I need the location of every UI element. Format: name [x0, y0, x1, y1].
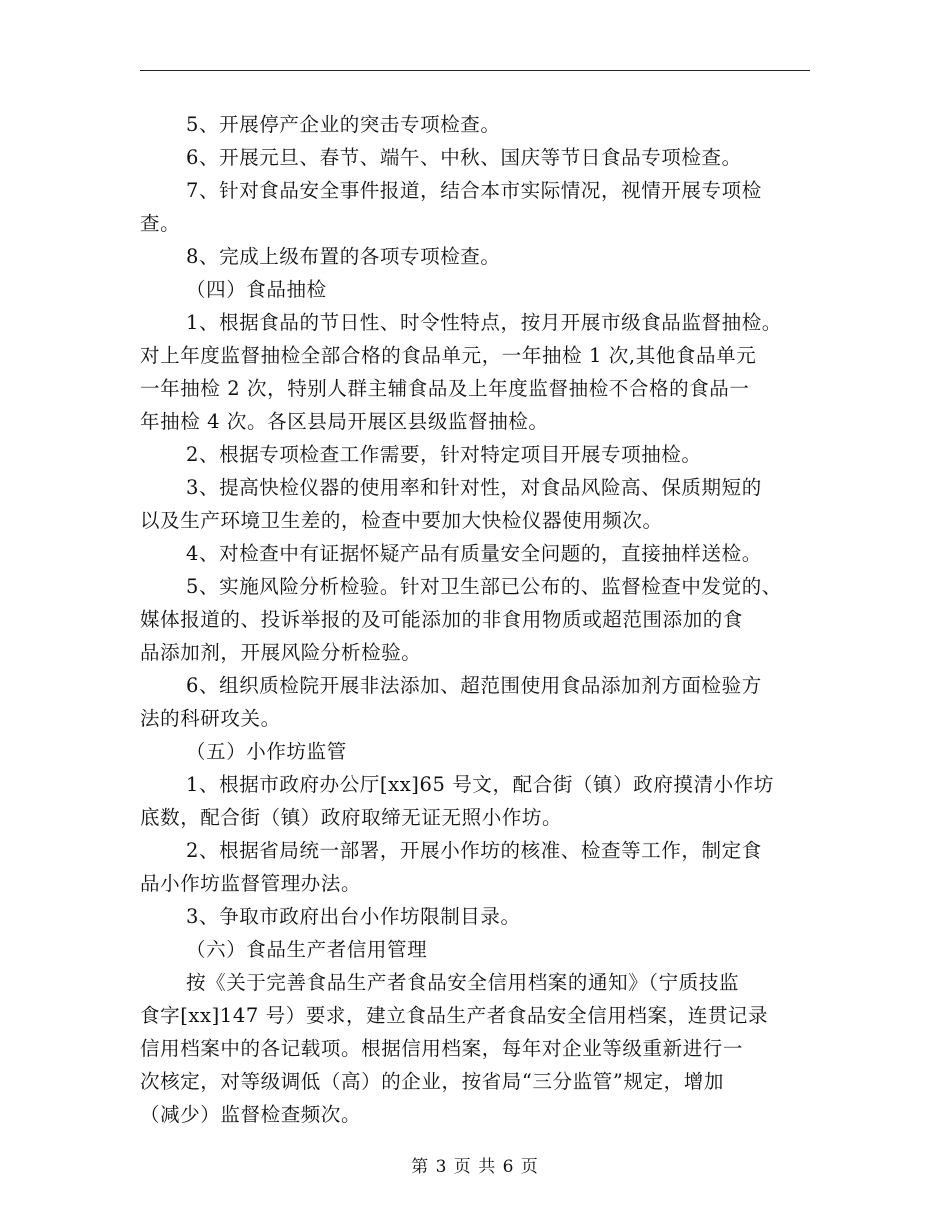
text-line: 品小作坊监督管理办法。	[140, 872, 362, 895]
text-line: 7、针对食品安全事件报道，结合本市实际情况，视情开展专项检	[186, 179, 762, 202]
text-line: （减少）监督检查频次。	[140, 1103, 362, 1126]
page-footer: 第 3 页 共 6 页	[411, 1157, 539, 1177]
text-line: 以及生产环境卫生差的，检查中要加大快检仪器使用频次。	[140, 509, 663, 532]
text-line: 按《关于完善食品生产者食品安全信用档案的通知》（宁质技监	[186, 971, 740, 994]
text-line: 2、根据省局统一部署，开展小作坊的核准、检查等工作，制定食	[186, 839, 762, 862]
text-line: 6、开展元旦、春节、端午、中秋、国庆等节日食品专项检查。	[186, 146, 742, 169]
text-line: 1、根据市政府办公厅[xx]65 号文，配合街（镇）政府摸清小作坊	[186, 773, 774, 796]
header-rule	[140, 70, 810, 71]
text-line: 对上年度监督抽检全部合格的食品单元，一年抽检 1 次,其他食品单元	[140, 344, 757, 367]
text-line: 1、根据食品的节日性、时令性特点，按月开展市级食品监督抽检。	[186, 311, 782, 334]
text-line: 8、完成上级布置的各项专项检查。	[186, 245, 501, 268]
text-line: 3、争取市政府出台小作坊限制目录。	[186, 905, 521, 928]
text-line: 5、实施风险分析检验。针对卫生部已公布的、监督检查中发觉的、	[186, 575, 782, 598]
text-line: 4、对检查中有证据怀疑产品有质量安全问题的，直接抽样送检。	[186, 542, 762, 565]
text-line: 品添加剂，开展风险分析检验。	[140, 641, 422, 664]
text-line: 年抽检 4 次。各区县局开展区县级监督抽检。	[140, 410, 549, 433]
text-line: 底数，配合街（镇）政府取缔无证无照小作坊。	[140, 806, 563, 829]
document-body	[140, 108, 810, 1131]
text-line: 次核定，对等级调低（高）的企业，按省局“三分监管”规定，增加	[140, 1070, 724, 1093]
text-line: 查。	[140, 212, 181, 235]
text-line: 3、提高快检仪器的使用率和针对性，对食品风险高、保质期短的	[186, 476, 762, 499]
text-line: 媒体报道的、投诉举报的及可能添加的非食用物质或超范围添加的食	[140, 608, 744, 631]
text-line: （四）食品抽检	[186, 278, 327, 301]
text-line: 法的科研攻关。	[140, 707, 281, 730]
text-line: 2、根据专项检查工作需要，针对特定项目开展专项抽检。	[186, 443, 702, 466]
text-line: 信用档案中的各记载项。根据信用档案，每年对企业等级重新进行一	[140, 1037, 744, 1060]
text-line: （五）小作坊监管	[186, 740, 347, 763]
text-line: （六）食品生产者信用管理	[186, 938, 428, 961]
text-line: 一年抽检 2 次，特别人群主辅食品及上年度监督抽检不合格的食品一	[140, 377, 750, 400]
text-line: 6、组织质检院开展非法添加、超范围使用食品添加剂方面检验方	[186, 674, 762, 697]
text-line: 5、开展停产企业的突击专项检查。	[186, 113, 501, 136]
text-line: 食字[xx]147 号）要求，建立食品生产者食品安全信用档案，连贯记录	[140, 1004, 769, 1027]
